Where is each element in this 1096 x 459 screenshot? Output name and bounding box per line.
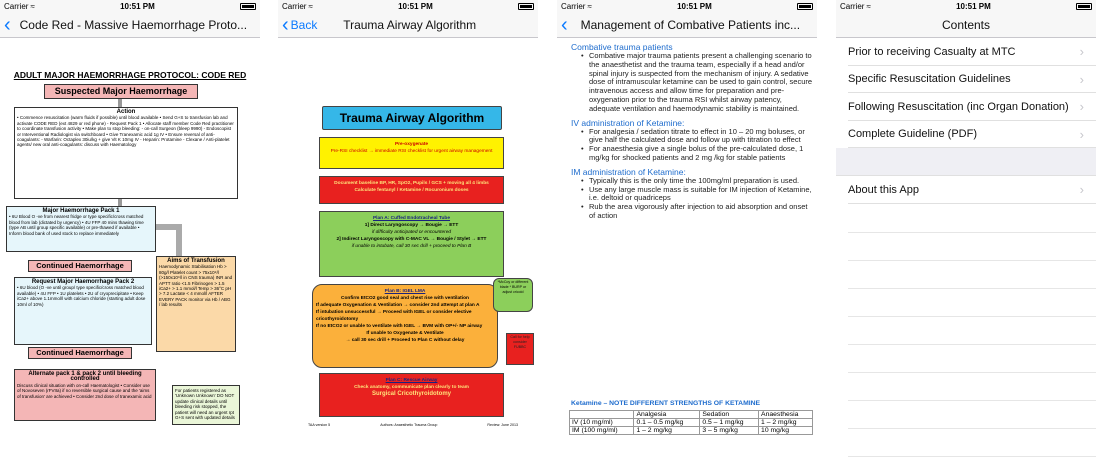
- wifi-icon: ≈: [30, 1, 35, 11]
- status-bar: [278, 0, 538, 12]
- aims-heading: Aims of Transfusion: [167, 258, 225, 264]
- carrier-label: Carrier: [4, 1, 29, 11]
- alternate-box: [14, 369, 156, 421]
- suspected-box: Suspected Major Haemorrhage: [44, 84, 198, 99]
- table-cell: 1 – 2 mg/kg: [634, 427, 700, 435]
- plan-b-line2: If adequate Oxygenation & Ventilation → consider 2nd attempt at plan A: [316, 303, 480, 308]
- action-box: [14, 107, 238, 199]
- table-header-cell: Sedation: [700, 411, 759, 419]
- aims-text: Haemodynamic Stabilisation Hb > 80g/l Platelet count > 75x10⁹/l (>150x10⁹/l in CNS trauma) INR and APTT ratio <1.5 Fibrinogen > 1.5 iCa2+ > 1.1 mmol/l Temp > 36°C pH > 7.2 Lactate < 4 mmol/l AFTER EVERY PACK monitor via Hb / ABG / lab results: [159, 264, 233, 308]
- table-header-cell: Anaesthesia: [759, 411, 813, 419]
- plan-a-step1: 1] Direct Laryngoscopy → Bougie → ETT: [364, 223, 459, 228]
- nav-bar: [0, 12, 260, 38]
- empty-rows: [836, 205, 1096, 459]
- list-item: • Typically this is the only time the 100mg/ml preparation is used.: [571, 177, 815, 186]
- list-item: • For anaesthesia give a single bolus of the pre-calculated dose, 1 mg/kg for shocked patients and 2 mg /kg for stable patients: [571, 145, 815, 163]
- contents-item[interactable]: [836, 93, 1096, 121]
- plan-b-line6: → call 30 sec drill + Proceed to Plan C without delay: [345, 338, 465, 343]
- baseline-text: Document baseline BP, HR, SpO2, Pupils / GCS + moving all 4 limbs: [334, 181, 489, 186]
- im-list: [571, 177, 815, 221]
- status-bar: [0, 0, 260, 12]
- table-cell: 1 – 2 mg/kg: [759, 419, 813, 427]
- list-item: • Rub the area vigorously after injection to aid absorption and onset of action: [571, 203, 815, 221]
- plan-a-box: [319, 211, 504, 277]
- chevron-right-icon: ›: [1079, 44, 1084, 60]
- screen-code-red: [0, 0, 260, 459]
- battery-icon: [518, 3, 534, 10]
- plan-b-line3: If intubation unsuccessful → Proceed with IGEL or consider elective cricothyroidotomy: [316, 310, 472, 322]
- table-row: [570, 419, 813, 427]
- contents-item-label: Specific Resuscitation Guidelines: [848, 73, 1011, 86]
- footer-review: Review: June 2013: [487, 423, 518, 427]
- footer-version: TAA version 5: [308, 423, 331, 427]
- list-item: • Combative major trauma patients present a challenging scenario to the anaesthetist and the trauma team, especially if a head and/or spinal injury is suspected from the mechanism of injury. A sedative dose of intramuscular ketamine can be used to gain control, secure intravenous access and allow time for preparation and pre-oxygenation prior to the trauma RSI whilst airway patency, adequate ventilation and haemodynamic stability is maintained.: [571, 52, 815, 114]
- plan-b-line4: If no EtCO2 or unable to ventilate with IGEL → BVM with OP+/- NP airway: [316, 324, 483, 329]
- table-header-cell: Analgesia: [634, 411, 700, 419]
- plan-b-box: [312, 284, 498, 368]
- chevron-right-icon: ›: [1079, 99, 1084, 115]
- preoxygenate-box: [319, 137, 504, 169]
- doc-footer: [308, 423, 518, 427]
- footer-authors: Authors: Anaesthetic Trauma Group: [380, 423, 438, 427]
- chevron-right-icon: ›: [1079, 71, 1084, 87]
- contents-item[interactable]: [836, 38, 1096, 66]
- ketamine-table-title: Ketamine – NOTE DIFFERENT STRENGTHS OF KETAMINE: [571, 400, 761, 407]
- table-header-row: [570, 411, 813, 419]
- pdf-view[interactable]: [0, 38, 260, 459]
- status-bar: [836, 0, 1096, 12]
- plan-b-heading: Plan B: IGEL LMA: [384, 289, 426, 294]
- action-heading: Action: [116, 109, 136, 115]
- back-button[interactable]: [282, 15, 317, 35]
- pack1-heading: Major Haemorrhage Pack 1: [42, 208, 120, 214]
- preoxygenate-text: Pre-RSI checklist → immediate RSI checklist for urgent airway management: [330, 149, 493, 154]
- plan-a-step1-note: if difficulty anticipated or encountered: [371, 230, 452, 235]
- carrier-label: Carrier: [840, 1, 865, 11]
- chevron-left-icon: ‹: [561, 13, 568, 36]
- plan-a-heading: Plan A: Cuffed Endotracheal Tube: [372, 216, 451, 221]
- contents-item-label: Prior to receiving Casualty at MTC: [848, 45, 1016, 58]
- list-item: • For analgesia / sedation titrate to effect in 10 – 20 mg boluses, or give half the calculated dose and follow up with titration to effect: [571, 128, 815, 146]
- status-bar: [557, 0, 817, 12]
- wifi-icon: ≈: [587, 1, 592, 11]
- about-item-label: About this App: [848, 183, 919, 196]
- preoxygenate-heading: Pre-oxygenate: [394, 142, 429, 147]
- contents-item-label: Complete Guideline (PDF): [848, 128, 977, 141]
- document-view[interactable]: [557, 38, 817, 459]
- back-button[interactable]: [561, 15, 568, 35]
- mccoy-note: *McCoy or different blade * BURP or adjust cricoid: [493, 278, 533, 312]
- section-heading-iv: IV administration of Ketamine:: [571, 117, 685, 128]
- plan-c-heading: Plan C: Rescue Airway: [385, 378, 438, 383]
- list-item: • Use any large muscle mass is suitable for IM injection of Ketamine, i.e. deltoid or quadriceps: [571, 186, 815, 204]
- wifi-icon: ≈: [308, 1, 313, 11]
- contents-list: [836, 38, 1096, 459]
- pack2-text: • 6U blood (O -ve until group/ type specific/cross matched blood available) • 4U FFP • 1U platelets • 2U of cryoprecipitate • Keep iCa2+ above 1.1mmol/l with calcium chloride (starting adult dose 10ml of 10%): [17, 285, 146, 307]
- table-cell: IV (10 mg/ml): [570, 419, 634, 427]
- contents-item-label: Following Resuscitation (inc Organ Donation): [848, 100, 1069, 113]
- clock: 10:51 PM: [677, 1, 712, 11]
- plan-a-step2: 2] Indirect Laryngoscopy with C-MAC VL → Bougie / Stylet → ETT: [336, 237, 487, 242]
- table-cell: 0.1 – 0.5 mg/kg: [634, 419, 700, 427]
- battery-icon: [240, 3, 256, 10]
- nav-bar: [836, 12, 1096, 38]
- plan-c-line2: Surgical Cricothyroidotomy: [371, 391, 451, 397]
- screen-contents: [836, 0, 1096, 459]
- back-button[interactable]: [4, 15, 11, 35]
- pack1-text: • 6U Blood O -ve from nearest fridge or type specific/cross matched blood from lab (dictated by urgency) • 4U FFP 40 mins thawing time (type AB until group specific available) or pre-thawed if available • Inform blood bank of used stock to replace immediately: [9, 214, 144, 236]
- table-cell: 0.5 – 1 mg/kg: [700, 419, 759, 427]
- wifi-icon: ≈: [866, 1, 871, 11]
- plan-a-step2-note: if unable to intubate, call 30 sec drill + proceed to Plan B: [351, 244, 472, 249]
- about-item[interactable]: [836, 176, 1096, 204]
- plan-c-line1: Check anatomy, communicate plan clearly to team: [354, 385, 469, 390]
- action-text: • Commence resuscitation (warm fluids if possible) until blood available • Send G+S to transfusion lab and activate CODE RED (ext 4829 or red phone) - Request Pack 1 • Allocate staff member Code Red practitioner to coordinate transfusion activity • Make plan to stop bleeding: - on-call Surgeon (bleep 9990) - Endoscopist or Interventional Radiologist via switchboard • Give Tranexamic acid 1g IV • Ensure reversal of anti-coagulants: - Warfarin: Octaplex 30iu/kg + give Vit K 10mg IV - Heparin: Protamine - Clexane / Anti-platelet agents/ new oral anti-coagulants: discuss with Haematology: [17, 115, 234, 148]
- nav-bar: [557, 12, 817, 38]
- battery-icon: [797, 3, 813, 10]
- table-cell: 3 – 5 mg/kg: [700, 427, 759, 435]
- page-title: Contents: [941, 17, 991, 32]
- table-cell: IM (100 mg/ml): [570, 427, 634, 435]
- page-title: Management of Combative Patients inc...: [580, 17, 801, 32]
- clock: 10:51 PM: [398, 1, 433, 11]
- ketamine-table: [569, 410, 813, 435]
- plan-b-line5: If unable to Oxygenate & Ventilate: [366, 331, 444, 336]
- pack2-heading: Request Major Haemorrhage Pack 2: [31, 279, 135, 285]
- carrier-label: Carrier: [561, 1, 586, 11]
- plan-c-box: [319, 373, 504, 417]
- clock: 10:51 PM: [956, 1, 991, 11]
- carrier-label: Carrier: [282, 1, 307, 11]
- unknown-patient-box: [172, 385, 240, 425]
- plan-b-line1: Confirm EtCO2 good seal and chest rise with ventilation: [341, 296, 469, 301]
- nav-bar: [278, 12, 538, 38]
- help-note: Call for help consider FUBBC: [506, 333, 534, 365]
- continued-box-2: Continued Haemorrhage: [28, 347, 132, 359]
- table-cell: 10 mg/kg: [759, 427, 813, 435]
- unknown-patient-text: For patients registered as 'Unknown Unknown' DO NOT update clinical details until bleeding risk stopped, the patient will need an urgent rpt G+S sent with updated details: [175, 388, 235, 421]
- clock: 10:51 PM: [120, 1, 155, 11]
- battery-icon: [1076, 3, 1092, 10]
- chevron-left-icon: ‹: [4, 13, 11, 36]
- continued-box-1: Continued Haemorrhage: [28, 260, 132, 272]
- contents-item[interactable]: [836, 121, 1096, 149]
- doses-text: Calculate fentanyl / Ketamine / Rocuronium doses: [354, 188, 469, 193]
- page-title: Code Red - Massive Haemorrhage Proto...: [19, 17, 248, 32]
- section-heading-combative: Combative trauma patients: [571, 42, 673, 52]
- baseline-box: [319, 176, 504, 204]
- aims-box: [156, 256, 236, 352]
- doc-title: ADULT MAJOR HAEMORRHAGE PROTOCOL: CODE RED: [13, 70, 247, 80]
- section-gap: [836, 148, 1096, 176]
- page-title: Trauma Airway Algorithm: [343, 17, 477, 32]
- alternate-text: Discuss clinical situation with on-call Haematologist • Consider use of Novoseven (rFVIIa) if no reversible surgical cause and the 'aims of transfusion' are achieved • Consider 2nd dose of tranexamic acid: [17, 382, 152, 399]
- iv-list: [571, 128, 815, 163]
- section-heading-im: IM administration of Ketamine:: [571, 166, 686, 177]
- table-header-cell: [570, 411, 634, 419]
- combative-list: [571, 52, 815, 114]
- pack2-box: [14, 277, 152, 345]
- chevron-left-icon: ‹: [282, 13, 289, 36]
- screen-airway: [278, 0, 538, 459]
- back-label: Back: [290, 17, 318, 32]
- contents-item[interactable]: [836, 66, 1096, 94]
- chevron-right-icon: ›: [1079, 126, 1084, 142]
- table-row: [570, 427, 813, 435]
- algorithm-title: Trauma Airway Algorithm: [322, 106, 502, 130]
- screen-combative: [557, 0, 817, 459]
- alternate-heading: Alternate pack 1 & pack 2 until bleeding controlled: [28, 371, 142, 383]
- pdf-view[interactable]: [278, 38, 538, 459]
- pack1-box: [6, 206, 156, 252]
- chevron-right-icon: ›: [1079, 182, 1084, 198]
